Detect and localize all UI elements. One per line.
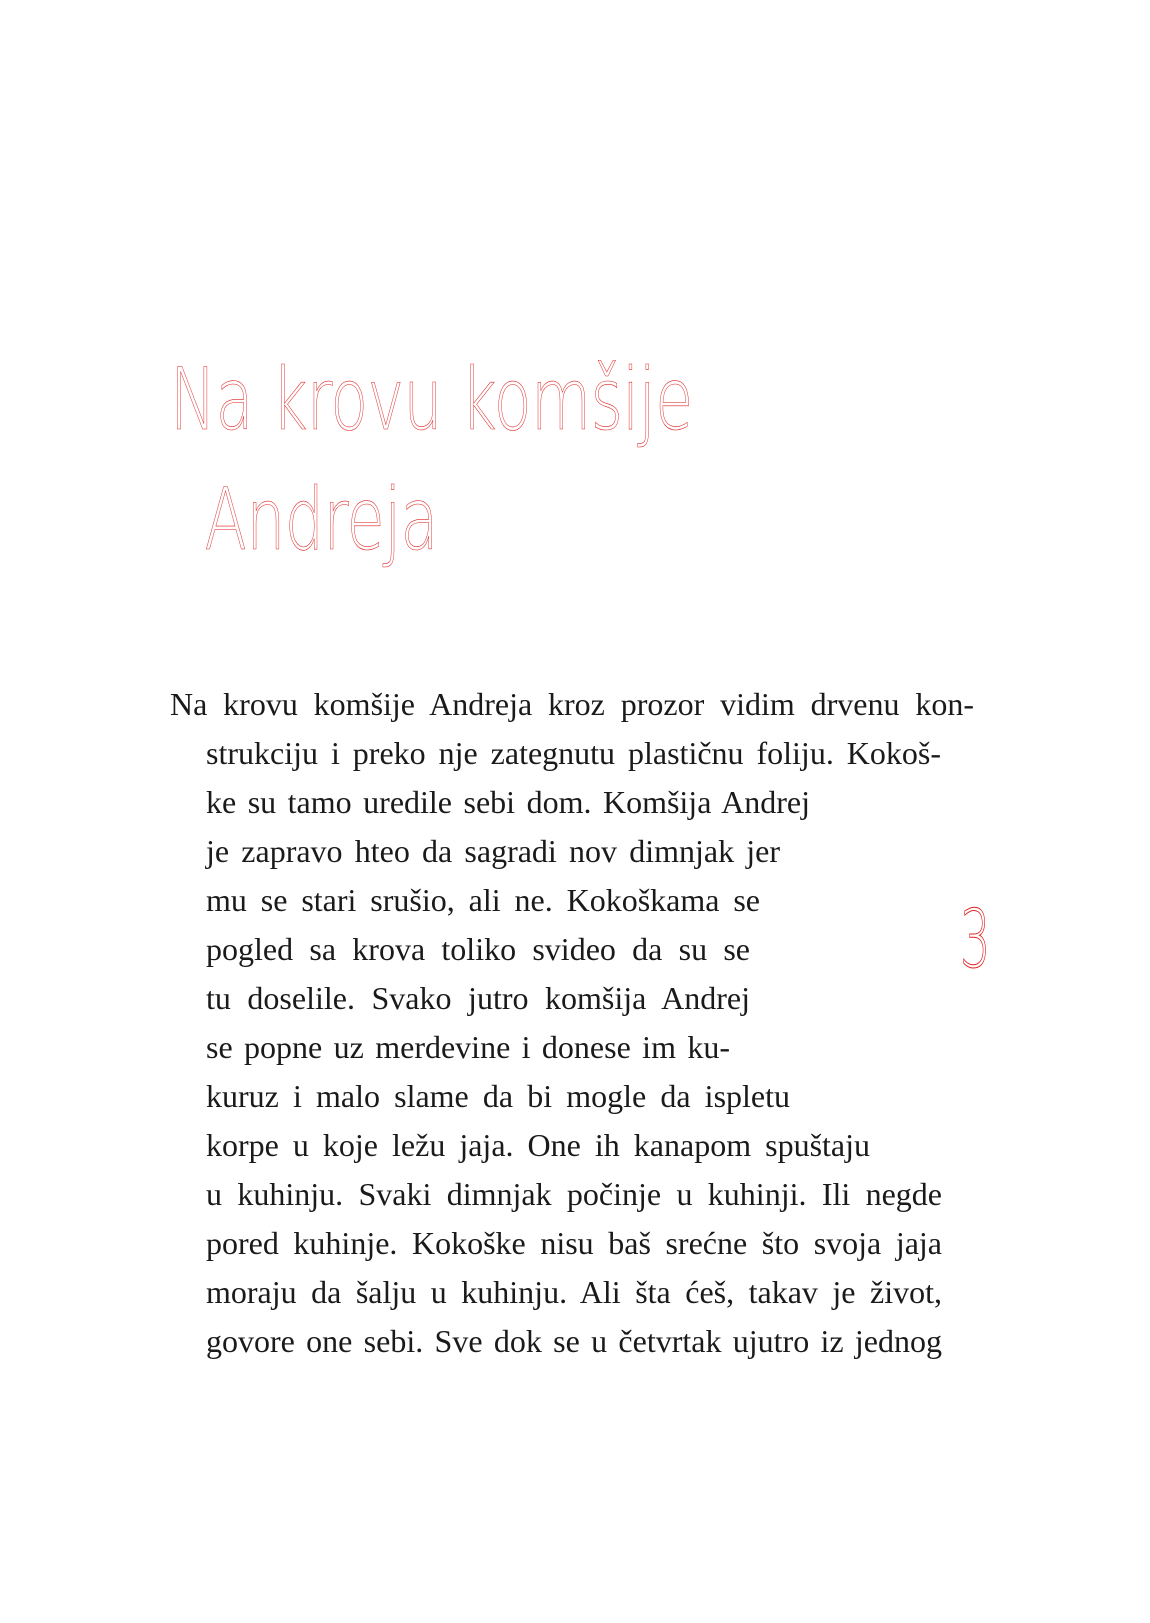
body-line: korpe u koje ležu jaja. One ih kanapom spuštaju bbox=[206, 1127, 870, 1163]
body-line: ke su tamo uredile sebi dom. Komšija Andrej bbox=[206, 784, 810, 820]
body-line: moraju da šalju u kuhinju. Ali šta ćeš, takav je život, bbox=[206, 1274, 942, 1310]
body-line: pored kuhinje. Kokoške nisu baš srećne što svoja jaja bbox=[206, 1225, 942, 1261]
body-line: strukciju i preko nje zategnutu plastičnu foliju. Kokoš- bbox=[206, 735, 941, 771]
body-paragraph bbox=[170, 680, 1010, 1366]
chapter-title bbox=[170, 340, 692, 580]
chapter-number: 3 bbox=[960, 893, 991, 986]
chapter-title-line-1: Na krovu komšije bbox=[170, 350, 693, 450]
chapter-title-line-2: Andreja bbox=[204, 470, 438, 570]
body-line: Na krovu komšije Andreja kroz prozor vidim drvenu kon- bbox=[170, 686, 974, 722]
body-line: kuruz i malo slame da bi mogle da ispletu bbox=[206, 1078, 790, 1114]
body-line: je zapravo hteo da sagradi nov dimnjak jer bbox=[206, 833, 780, 869]
body-line: pogled sa krova toliko svideo da su se bbox=[206, 931, 750, 967]
body-line: govore one sebi. Sve dok se u četvrtak ujutro iz jednog bbox=[206, 1323, 942, 1359]
body-line: se popne uz merdevine i donese im ku- bbox=[206, 1029, 730, 1065]
body-line: mu se stari srušio, ali ne. Kokoškama se bbox=[206, 882, 760, 918]
body-line: tu doselile. Svako jutro komšija Andrej bbox=[206, 980, 750, 1016]
body-line: u kuhinju. Svaki dimnjak počinje u kuhinji. Ili negde bbox=[206, 1176, 942, 1212]
